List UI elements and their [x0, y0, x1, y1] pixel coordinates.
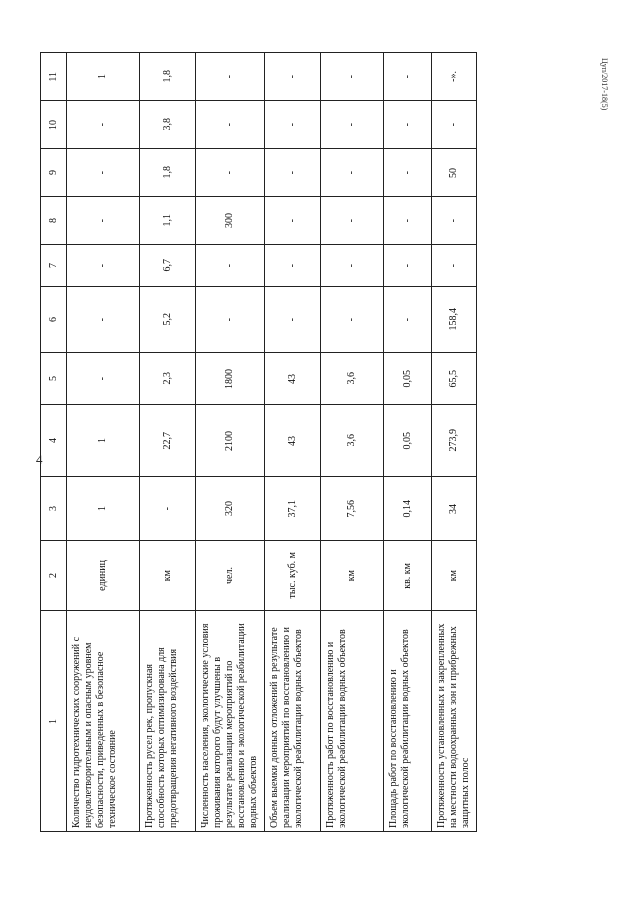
value: - — [97, 218, 108, 223]
value: 0,05 — [401, 431, 413, 450]
value: 273,9 — [448, 429, 459, 452]
value-cell — [321, 101, 384, 149]
value: - — [224, 317, 235, 322]
value-cell — [321, 405, 384, 477]
value: 1 — [97, 438, 108, 443]
value-cell — [67, 149, 140, 197]
value: - — [286, 122, 298, 127]
value-cell — [265, 197, 321, 245]
table-row — [41, 149, 477, 197]
indicator-name: Протяженность установленных и закрепленных на местности водоохранных зон и прибрежных защитных полос — [436, 623, 471, 828]
column-header-label: 7 — [47, 263, 59, 268]
value-cell — [384, 477, 432, 541]
column-header-label: 4 — [47, 438, 59, 443]
value-cell — [67, 53, 140, 101]
indicator-name-cell — [321, 611, 384, 832]
value-cell — [140, 353, 196, 405]
value-cell — [140, 149, 196, 197]
column-header-label: 1 — [47, 718, 59, 724]
value-cell — [321, 53, 384, 101]
value: - — [346, 74, 357, 79]
value-cell — [432, 149, 477, 197]
value-cell — [196, 149, 265, 197]
indicator-name: Численность населения, экологические условия проживания которого будут улучшены в результате реализации мероприятий по восстановлению и экологической реабилитации водных объектов — [200, 623, 259, 828]
value-cell — [432, 287, 477, 353]
table-row — [41, 541, 477, 611]
value: - — [286, 74, 298, 79]
value: 1 — [97, 74, 108, 79]
column-header — [41, 245, 67, 287]
value: 65,5 — [448, 369, 459, 388]
value-cell — [67, 245, 140, 287]
value: - — [286, 218, 298, 223]
value-cell — [196, 477, 265, 541]
indicator-name-cell — [432, 611, 477, 832]
value: - — [161, 506, 173, 511]
indicator-name-cell — [384, 611, 432, 832]
column-header-label: 3 — [47, 506, 59, 511]
value-cell — [140, 197, 196, 245]
unit-cell — [265, 541, 321, 611]
indicator-name-cell — [67, 611, 140, 832]
value: 1 — [97, 506, 108, 511]
value: 22,7 — [161, 431, 173, 450]
value-cell — [432, 101, 477, 149]
value: - — [97, 317, 108, 322]
value-cell — [67, 405, 140, 477]
column-header — [41, 53, 67, 101]
value-cell — [384, 101, 432, 149]
value-cell — [140, 53, 196, 101]
value-cell — [265, 353, 321, 405]
page-number: 4 — [36, 452, 43, 467]
value-cell — [384, 245, 432, 287]
unit: чел. — [224, 567, 235, 584]
value: 300 — [224, 213, 235, 228]
unit-cell — [140, 541, 196, 611]
value: - — [346, 317, 357, 322]
value: - — [286, 170, 298, 175]
table-row — [41, 477, 477, 541]
value: 1,8 — [161, 70, 173, 83]
value: 158,4 — [448, 308, 459, 331]
table-row — [41, 197, 477, 245]
value-cell — [265, 245, 321, 287]
value: 2,3 — [161, 372, 173, 385]
value: - — [224, 74, 235, 79]
value-cell — [432, 197, 477, 245]
value: 6,7 — [161, 259, 173, 272]
value-cell — [67, 101, 140, 149]
value-cell — [321, 287, 384, 353]
value: - — [448, 218, 459, 223]
value-cell — [67, 353, 140, 405]
unit-cell — [321, 541, 384, 611]
value-cell — [196, 405, 265, 477]
unit: кв. км — [401, 562, 413, 589]
column-header — [41, 149, 67, 197]
unit-cell — [432, 541, 477, 611]
value: - — [346, 218, 357, 223]
value-cell — [321, 149, 384, 197]
value: - — [97, 170, 108, 175]
column-header — [41, 287, 67, 353]
table-row — [41, 53, 477, 101]
value: 3,6 — [346, 434, 357, 447]
indicator-name-cell — [196, 611, 265, 832]
value: 0,14 — [401, 499, 413, 518]
value: - — [224, 170, 235, 175]
value-cell — [321, 197, 384, 245]
value: 7,56 — [346, 499, 357, 518]
value: -». — [448, 71, 459, 82]
value: - — [401, 317, 413, 322]
value: 43 — [286, 435, 298, 446]
unit: единиц — [97, 560, 108, 591]
value-cell — [67, 477, 140, 541]
value: - — [401, 263, 413, 268]
value: - — [401, 122, 413, 127]
value: - — [401, 218, 413, 223]
value: - — [448, 263, 459, 268]
indicator-name: Количество гидротехнических сооружений с неудовлетворительным и опасным уровнем безопасности, приведенных в безопасное техническое состояние — [71, 636, 118, 828]
value-cell — [321, 353, 384, 405]
value: 37,1 — [286, 499, 298, 518]
value: 50 — [448, 167, 459, 178]
value-cell — [384, 197, 432, 245]
value-cell — [67, 197, 140, 245]
value-cell — [384, 53, 432, 101]
value-cell — [265, 477, 321, 541]
value-cell — [384, 405, 432, 477]
table-row — [41, 611, 477, 832]
value-cell — [321, 245, 384, 287]
value: - — [448, 122, 459, 127]
unit-cell — [384, 541, 432, 611]
table-row — [41, 405, 477, 477]
unit-cell — [196, 541, 265, 611]
value-cell — [196, 353, 265, 405]
value: 320 — [224, 501, 235, 516]
value-cell — [196, 53, 265, 101]
column-header-label: 2 — [47, 573, 59, 578]
value: 34 — [448, 503, 459, 514]
value: 0,05 — [401, 369, 413, 388]
table-row — [41, 245, 477, 287]
value-cell — [67, 287, 140, 353]
value-cell — [140, 245, 196, 287]
column-header-label: 5 — [47, 376, 59, 381]
value-cell — [265, 287, 321, 353]
indicator-name: Объем выемки донных отложений в результате реализации мероприятий по восстановлению и экологической реабилитации водных объектов — [269, 627, 304, 828]
value: - — [224, 122, 235, 127]
unit: км — [346, 569, 357, 582]
indicators-table — [40, 52, 477, 832]
value-cell — [432, 405, 477, 477]
document-code: Цуп/2017-18(5) — [600, 58, 609, 111]
column-header-label: 6 — [47, 317, 59, 322]
column-header-label: 10 — [47, 119, 59, 130]
value-cell — [196, 101, 265, 149]
indicator-name-cell — [140, 611, 196, 832]
table-row — [41, 287, 477, 353]
value: 5,2 — [161, 313, 173, 326]
indicator-name: Площадь работ по восстановлению и экологической реабилитации водных объектов — [388, 629, 411, 828]
value-cell — [196, 245, 265, 287]
value-cell — [140, 477, 196, 541]
value: - — [97, 376, 108, 381]
value-cell — [265, 53, 321, 101]
value: 3,6 — [346, 372, 357, 385]
value: - — [401, 170, 413, 175]
column-header-label: 11 — [47, 71, 59, 82]
value-cell — [432, 353, 477, 405]
value-cell — [265, 149, 321, 197]
value-cell — [384, 287, 432, 353]
column-header — [41, 101, 67, 149]
value: - — [286, 263, 298, 268]
unit-cell — [67, 541, 140, 611]
value: 1,8 — [161, 166, 173, 179]
value-cell — [432, 477, 477, 541]
value: 1,1 — [161, 214, 173, 227]
value: 2100 — [224, 430, 235, 451]
value-cell — [140, 101, 196, 149]
value: - — [286, 317, 298, 322]
value-cell — [432, 53, 477, 101]
column-header-label: 8 — [47, 218, 59, 223]
column-header — [41, 353, 67, 405]
value: - — [224, 263, 235, 268]
value-cell — [384, 149, 432, 197]
value-cell — [265, 101, 321, 149]
table-row — [41, 353, 477, 405]
value-cell — [265, 405, 321, 477]
value: - — [346, 122, 357, 127]
value: 1800 — [224, 368, 235, 389]
column-header-label: 9 — [47, 170, 59, 175]
value: - — [346, 263, 357, 268]
indicator-name: Протяженность русел рек, пропускная способность которых оптимизирована для предотвращения негативного воздействия — [144, 647, 179, 828]
value-cell — [196, 287, 265, 353]
indicator-name-cell — [265, 611, 321, 832]
unit: км — [448, 569, 459, 582]
value-cell — [321, 477, 384, 541]
unit: км — [161, 569, 173, 582]
value: - — [97, 263, 108, 268]
value-cell — [384, 353, 432, 405]
column-header — [41, 541, 67, 611]
value: - — [97, 122, 108, 127]
column-header — [41, 405, 67, 477]
value-cell — [432, 245, 477, 287]
value-cell — [140, 405, 196, 477]
value-cell — [196, 197, 265, 245]
column-header — [41, 611, 67, 832]
column-header — [41, 197, 67, 245]
value: - — [346, 170, 357, 175]
value: 3,8 — [161, 118, 173, 131]
value-cell — [140, 287, 196, 353]
unit: тыс. куб. м — [286, 552, 298, 599]
value: - — [401, 74, 413, 79]
value: 43 — [286, 373, 298, 384]
table-row — [41, 101, 477, 149]
column-header — [41, 477, 67, 541]
indicator-name: Протяженность работ по восстановлению и экологической реабилитации водных объектов — [325, 629, 348, 828]
